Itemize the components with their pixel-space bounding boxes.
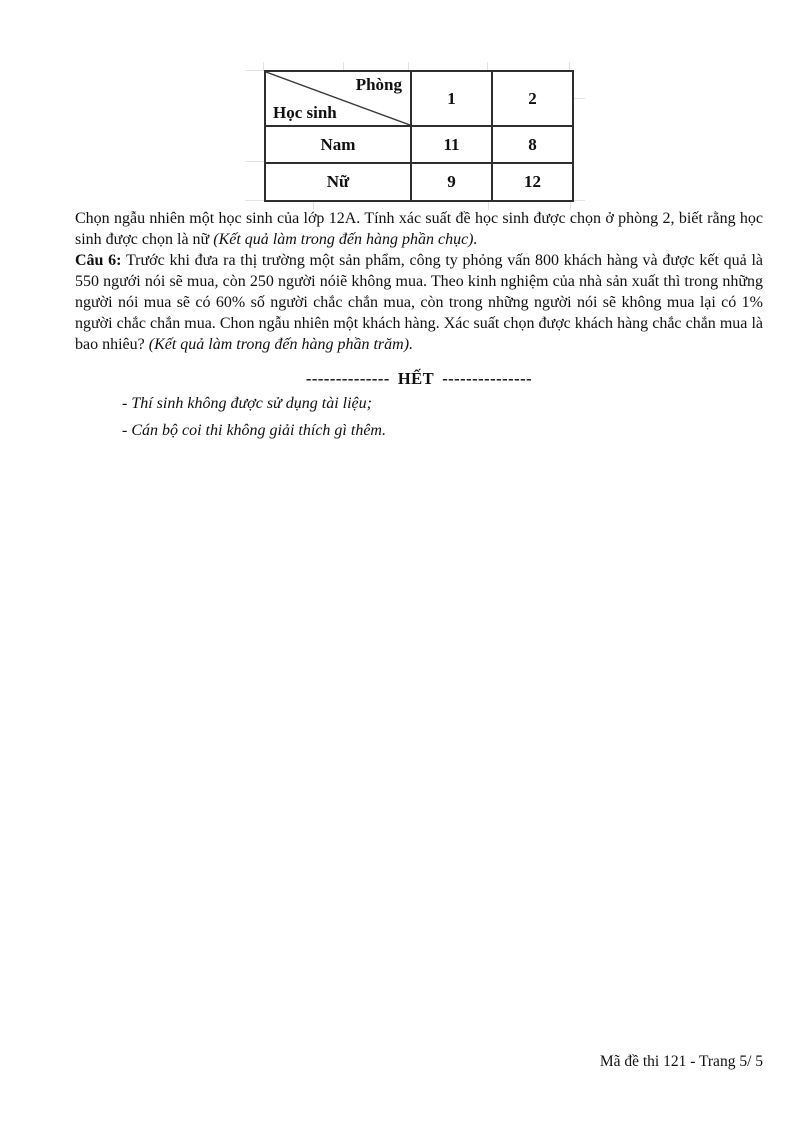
excel-gridline (245, 70, 264, 71)
cell-nu-room1: 9 (411, 163, 492, 201)
excel-gridline (569, 62, 570, 70)
diagonal-header-cell (265, 71, 411, 126)
row-label-nu: Nữ (265, 163, 411, 201)
column-header-1: 1 (411, 71, 492, 126)
question6-label: Câu 6: (75, 252, 122, 269)
excel-gridline (487, 62, 488, 70)
excel-gridline (343, 62, 344, 70)
instruction-no-materials: - Thí sinh không được sử dụng tài liệu; (122, 395, 372, 412)
question6-text: Trước khi đưa ra thị trường một sản phẩm, công ty phỏng vấn 800 khách hàng và được kết quả là 550 ngưới nói sẽ mua, còn 250 người nóiẽ không mua. Theo kinh nghiệm của nhà sản xuất thì trong những người nói mua sẽ có 60% số người chắc chắn mua, còn trong những người nói sẽ không mua lại có 1% người chắc chắn mua. Chon ngẫu nhiên một khách hàng. Xác suất chọn được khách hàng chắc chắn mua là bao nhiêu? (75, 252, 763, 353)
question5-continuation (75, 208, 763, 250)
cell-nu-room2: 12 (492, 163, 573, 201)
column-header-2: 2 (492, 71, 573, 126)
table-row (265, 163, 573, 201)
page-footer: Mã đề thi 121 - Trang 5/ 5 (599, 1053, 763, 1070)
cell-nam-room2: 8 (492, 126, 573, 163)
exam-instructions (122, 393, 386, 447)
excel-gridline (263, 62, 264, 70)
excel-gridline (245, 200, 264, 201)
excel-gridline (408, 62, 409, 70)
divider-dashes-right: --------------- (442, 369, 533, 388)
table-header-row (265, 71, 573, 126)
end-label: HẾT (397, 369, 435, 388)
table-row (265, 126, 573, 163)
header-phong-label: Phòng (355, 75, 402, 94)
header-hocsinh-label: Học sinh (273, 103, 337, 122)
question5-rounding-note: (Kết quả làm trong đến hàng phần chục). (213, 231, 478, 248)
excel-gridline (245, 161, 264, 162)
room-student-table (264, 70, 574, 202)
end-of-exam-divider (75, 369, 763, 389)
question-text-block (75, 208, 763, 355)
question6-rounding-note: (Kết quả làm trong đến hàng phần trăm). (148, 336, 414, 353)
cell-nam-room1: 11 (411, 126, 492, 163)
row-label-nam: Nam (265, 126, 411, 163)
divider-dashes-left: -------------- (305, 369, 390, 388)
question5-text: Chọn ngẫu nhiên một học sinh của lớp 12A. Tính xác suất đề học sinh được chọn ở phòng 2, biết rằng học sinh được chọn là nữ (75, 210, 763, 248)
instruction-no-explanation: - Cán bộ coi thi không giải thích gì thêm. (122, 422, 386, 439)
question6 (75, 250, 763, 355)
